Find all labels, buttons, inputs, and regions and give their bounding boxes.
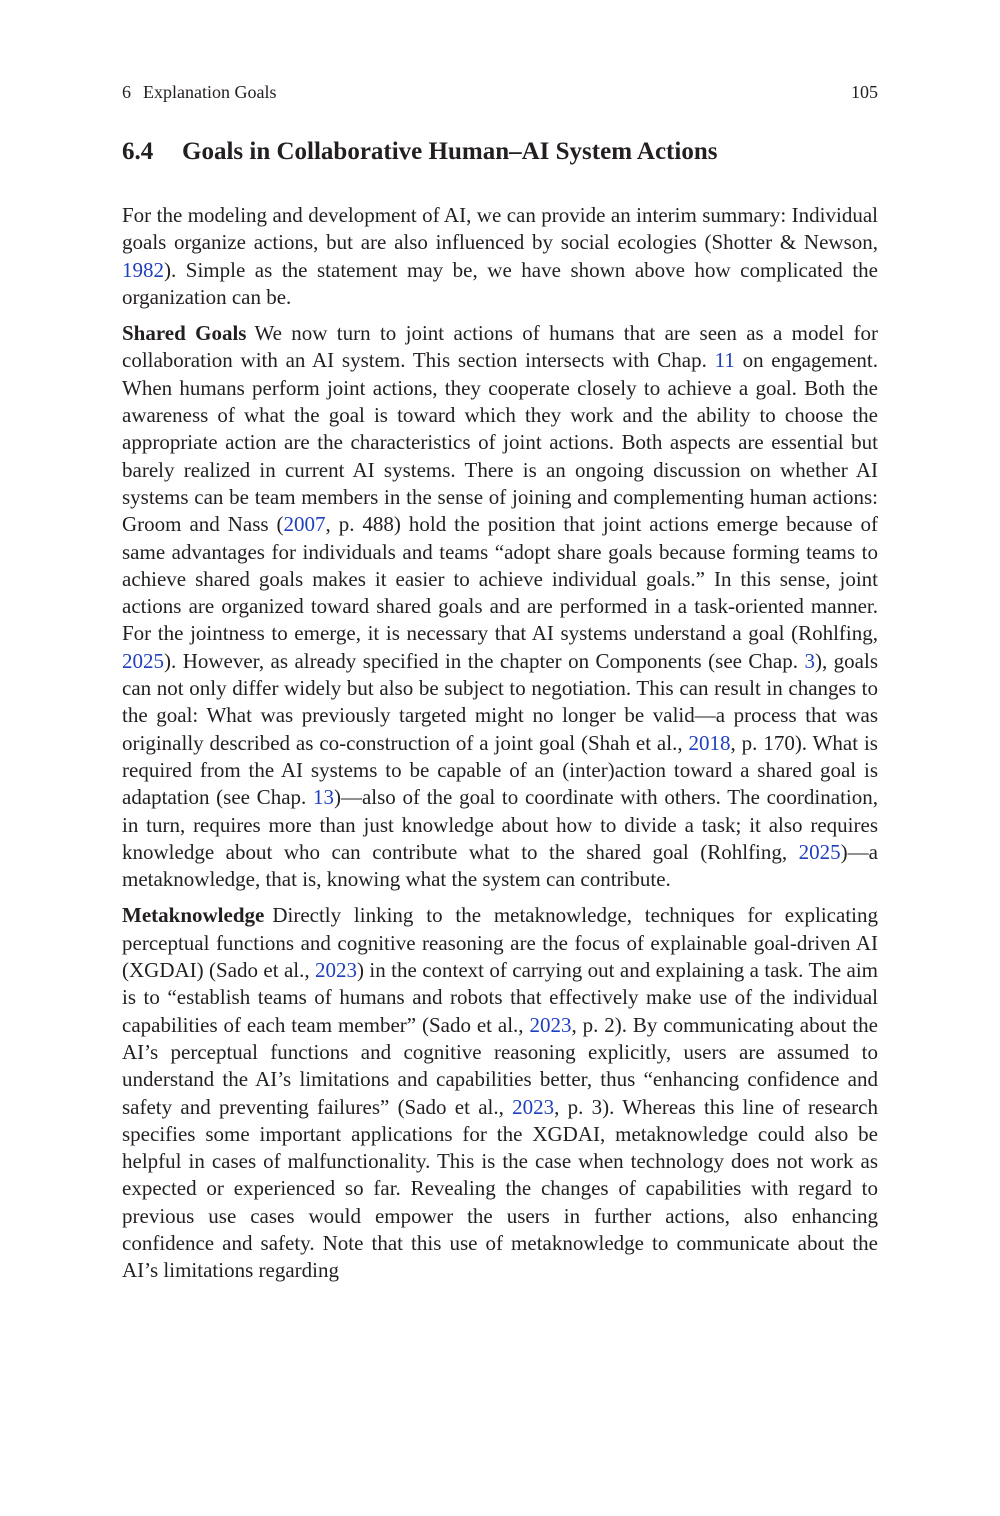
text-run: ). Simple as the statement may be, we have shown above how complicated the organization can be. xyxy=(122,257,878,309)
running-head-chapter-title: Explanation Goals xyxy=(143,82,277,102)
paragraph-metaknowledge xyxy=(122,902,878,1284)
section-title: Goals in Collaborative Human–AI System Actions xyxy=(182,138,718,165)
text-run: , p. 488) hold the position that joint actions emerge because of same advantages for individuals and teams “adopt share goals because forming teams to achieve shared goals makes it easier to achieve individual goals.” In this sense, joint actions are organized toward shared goals and are performed in a task-oriented manner. For the jointness to emerge, it is necessary that AI systems understand a goal (Rohlfing, xyxy=(122,512,879,646)
citation-link[interactable]: 2023 xyxy=(315,958,358,983)
running-head-chapter-number: 6 xyxy=(122,82,131,102)
paragraph-intro xyxy=(122,202,878,311)
text-run: , p. 2). By communicating about the AI’s perceptual functions and cognitive reasoning explicitly, users are assumed to understand the AI’s limitations and capabilities better, thus “enhancing confidence and safety and preventing failures” (Sado et al., xyxy=(122,1012,878,1119)
citation-link[interactable]: 13 xyxy=(312,785,334,810)
paragraph-run-in-heading: Metaknowledge xyxy=(122,903,265,928)
text-run: , p. 3). Whereas this line of research specifies some important applications for the XGDAI, metaknowledge could also be helpful in cases of malfunctionality. This is the case when technology does not work as expected or experienced so far. Revealing the changes of capabilities with regard to previous use cases would empower the users in further actions, also enhancing confidence and safety. Note that this use of metaknowledge to communicate about the AI’s limitations regarding xyxy=(122,1094,878,1283)
citation-link[interactable]: 1982 xyxy=(122,257,164,282)
paragraph-shared-goals xyxy=(122,320,878,893)
text-run: on engagement. When humans perform joint actions, they cooperate closely to achieve a goal. Both the awareness of what the goal is toward which they work and the ability to choose the appropriate action are the characteristics of joint actions. Both aspects are essential but barely realized in current AI systems. There is an ongoing discussion on whether AI systems can be team members in the sense of joining and complementing human actions: Groom and Nass ( xyxy=(122,348,879,537)
citation-link[interactable]: 2023 xyxy=(512,1094,555,1119)
page-number: 105 xyxy=(851,82,878,102)
section-number: 6.4 xyxy=(122,138,154,165)
citation-link[interactable]: 3 xyxy=(804,648,815,673)
citation-link[interactable]: 2007 xyxy=(283,512,326,537)
section-heading xyxy=(122,136,717,168)
text-run: )—also of the goal to coordinate with others. The coordination, in turn, requires more than just knowledge about how to divide a task; it also requires knowledge about who can contribute what to the shared goal (Rohlfing, xyxy=(122,785,878,864)
citation-link[interactable]: 2025 xyxy=(122,648,164,673)
running-head xyxy=(122,80,878,104)
text-run: )—a metaknowledge, that is, knowing what the system can contribute. xyxy=(122,839,878,892)
citation-link[interactable]: 2025 xyxy=(798,839,841,864)
text-run: ), goals can not only differ widely but also be subject to negotiation. This can result in changes to the goal: What was previously targeted might no longer be valid—a process that was originally described as co-construction of a joint goal (Shah et al., xyxy=(122,648,878,755)
citation-link[interactable]: 2023 xyxy=(529,1012,572,1037)
text-run: ) in the context of carrying out and explaining a task. The aim is to “establish teams of humans and robots that effectively make use of the individual capabilities of each team member” (Sado et al., xyxy=(122,958,878,1037)
text-run: ). However, as already specified in the chapter on Components (see Chap. xyxy=(164,648,805,673)
text-run: We now turn to joint actions of humans that are seen as a model for collaboration with an AI system. This section intersects with Chap. xyxy=(122,321,878,373)
citation-link[interactable]: 11 xyxy=(714,348,735,373)
text-run: , p. 170). What is required from the AI systems to be capable of an (inter)action toward a shared goal is adaptation (see Chap. xyxy=(122,730,878,810)
body-text xyxy=(122,202,878,1294)
paragraph-run-in-heading: Shared Goals xyxy=(122,321,247,346)
text-run: For the modeling and development of AI, we can provide an interim summary: Individual goals organize actions, but are also influenced by social ecologies (Shotter & Newson, xyxy=(122,203,878,255)
text-run: Directly linking to the metaknowledge, techniques for explicating perceptual functions and cognitive reasoning are the focus of explainable goal-driven AI (XGDAI) (Sado et al., xyxy=(122,903,878,983)
citation-link[interactable]: 2018 xyxy=(688,730,731,755)
